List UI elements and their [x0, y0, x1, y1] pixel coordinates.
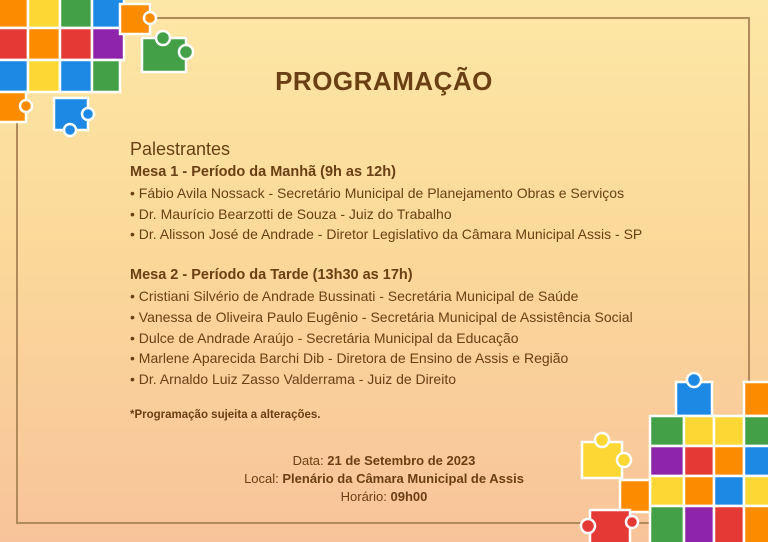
- list-item: • Dulce de Andrade Araújo - Secretária Municipal da Educação: [130, 329, 519, 346]
- mesa2-heading: Mesa 2 - Período da Tarde (13h30 as 17h): [130, 267, 413, 284]
- mesa1-heading: Mesa 1 - Período da Manhã (9h as 12h): [130, 164, 396, 180]
- disclaimer-note: *Programação sujeita a alterações.: [130, 409, 321, 421]
- date-label: Data:: [292, 453, 328, 468]
- list-item: • Marlene Aparecida Barchi Dib - Diretora de Ensino de Assis e Região: [130, 350, 569, 367]
- location-value: Plenário da Câmara Municipal de Assis: [282, 471, 524, 486]
- page-title: PROGRAMAÇÃO: [275, 66, 493, 96]
- location-label: Local:: [244, 471, 283, 486]
- time-line: [0, 488, 768, 506]
- list-item: • Dr. Arnaldo Luiz Zasso Valderrama - Juiz de Direito: [130, 370, 456, 387]
- list-item: • Cristiani Silvério de Andrade Bussinati - Secretária Municipal de Saúde: [130, 288, 579, 305]
- list-item: • Fábio Avila Nossack - Secretário Municipal de Planejamento Obras e Serviços: [130, 185, 625, 201]
- location-line: [0, 470, 768, 488]
- time-label: Horário:: [340, 489, 391, 504]
- list-item: • Dr. Maurício Bearzotti de Souza - Juiz do Trabalho: [130, 205, 452, 222]
- date-line: [0, 452, 768, 470]
- time-value: 09h00: [390, 489, 428, 504]
- date-value: 21 de Setembro de 2023: [327, 453, 476, 468]
- program-content: [130, 138, 690, 390]
- section-title: Palestrantes: [130, 139, 231, 159]
- list-item: • Vanessa de Oliveira Paulo Eugênio - Secretária Municipal de Assistência Social: [130, 308, 633, 325]
- list-item: • Dr. Alisson José de Andrade - Diretor Legislativo da Câmara Municipal Assis - SP: [130, 226, 643, 243]
- event-details: [0, 452, 768, 506]
